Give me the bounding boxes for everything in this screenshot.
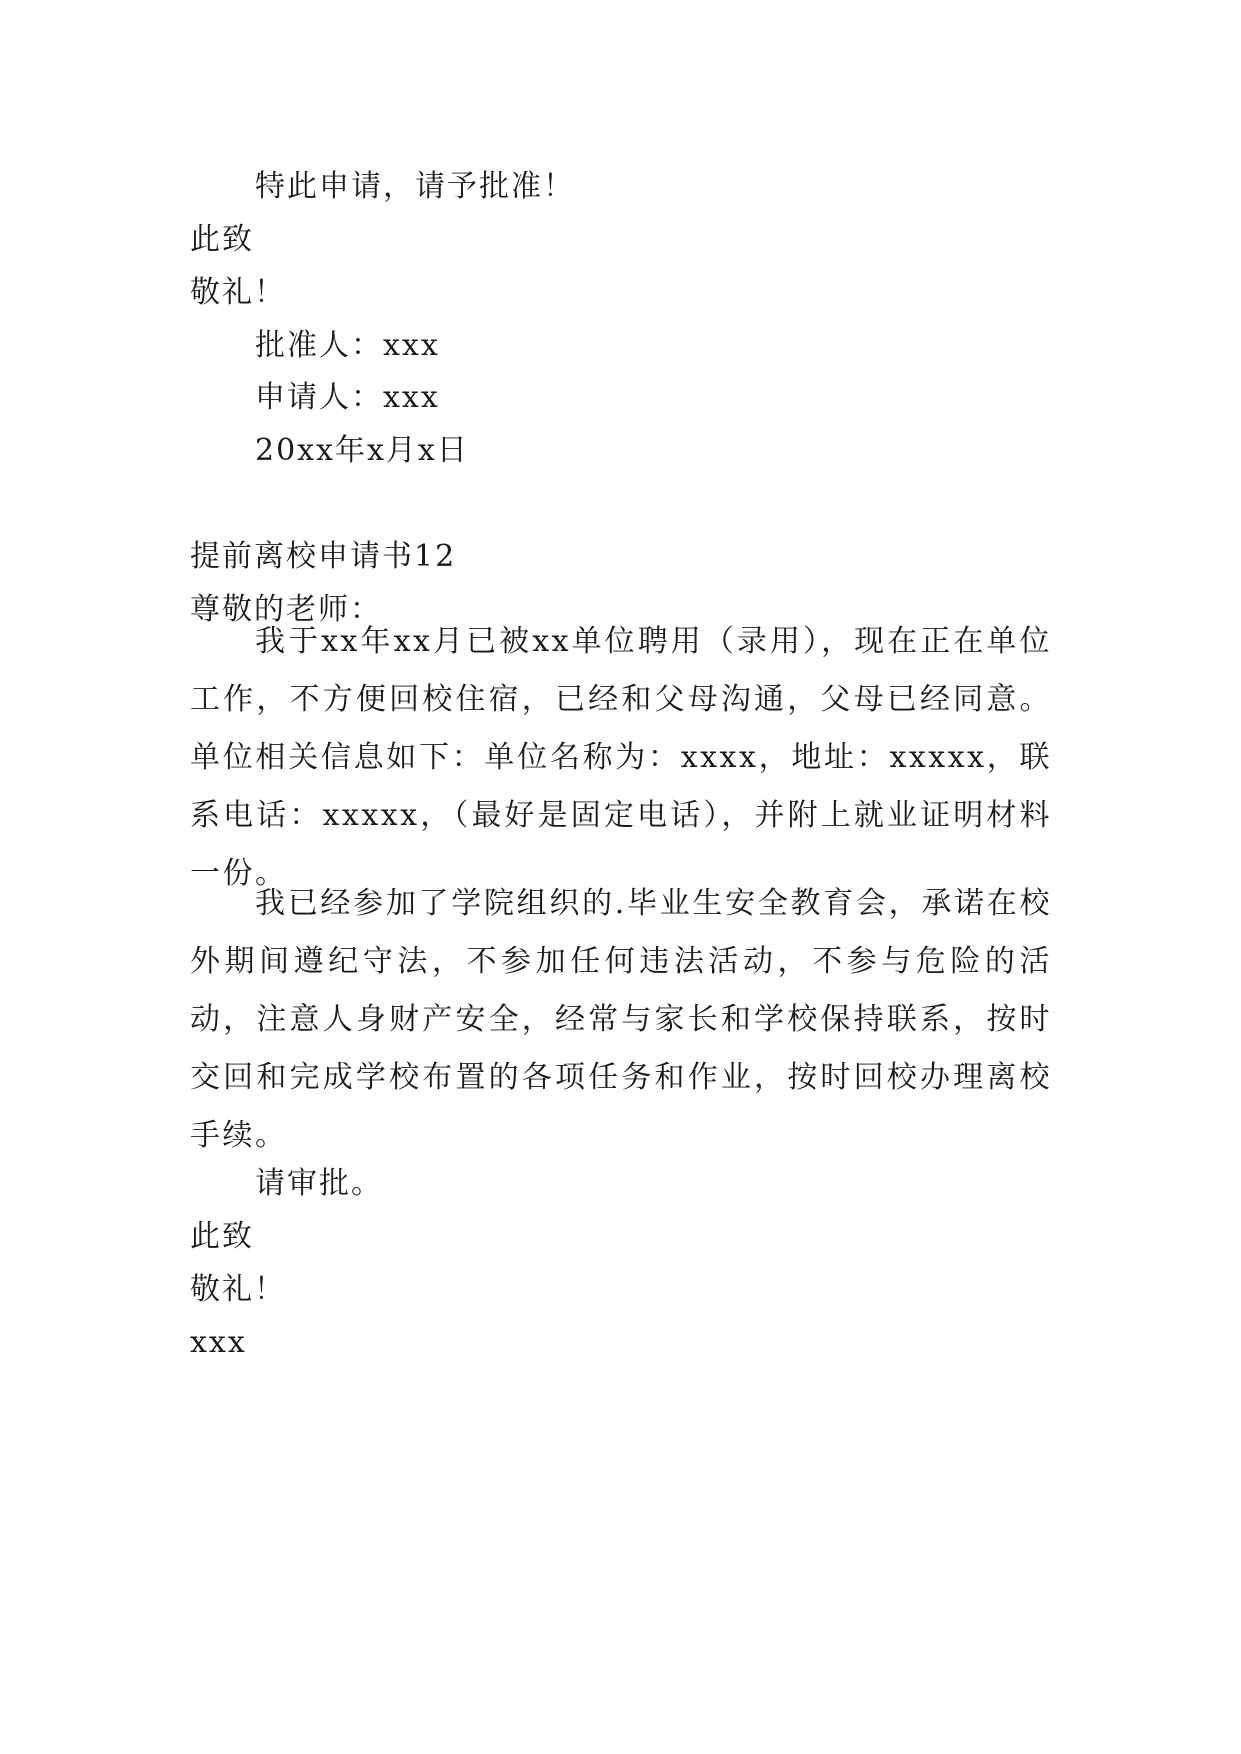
request-approval: 请审批。	[255, 1166, 383, 1201]
greeting: 尊敬的老师：	[190, 592, 382, 627]
salutation-ci-zhi-2: 此致	[190, 1219, 254, 1254]
document-title: 提前离校申请书12	[190, 539, 457, 574]
date-line: 20xx年x月x日	[255, 433, 469, 468]
approver-line: 批准人：xxx	[255, 328, 440, 363]
salutation-ci-zhi: 此致	[190, 222, 254, 257]
body-paragraph-commitment: 我已经参加了学院组织的.毕业生安全教育会，承诺在校外期间遵纪守法，不参加任何违法活动，不参与危险的活动，注意人身财产安全，经常与家长和学校保持联系，按时交回和完成学校布置的各项任务和作业，按时回校办理离校手续。	[190, 886, 1052, 1153]
closing-request: 特此申请，请予批准！	[255, 169, 575, 204]
salutation-jing-li-2: 敬礼！	[190, 1272, 286, 1307]
body-paragraph-employment: 我于xx年xx月已被xx单位聘用（录用），现在正在单位工作，不方便回校住宿，已经和父母沟通，父母已经同意。单位相关信息如下：单位名称为：xxxx，地址：xxxxx，联系电话：xxxxx，（最好是固定电话），并附上就业证明材料一份。	[190, 624, 1052, 891]
salutation-jing-li: 敬礼！	[190, 275, 286, 310]
signature: xxx	[190, 1325, 247, 1360]
applicant-line: 申请人：xxx	[255, 380, 440, 415]
